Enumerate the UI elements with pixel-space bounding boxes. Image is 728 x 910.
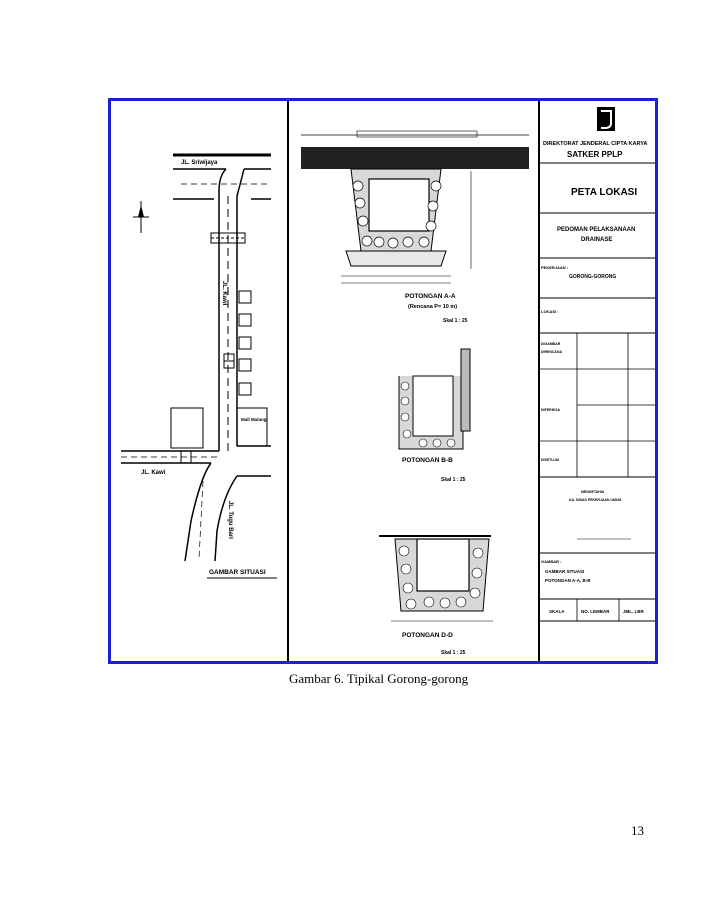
direncana-label: DIRENCANA — [541, 350, 562, 354]
gambar-label: GAMBAR : — [541, 559, 562, 564]
doc-line1: PEDOMAN PELAKSANAAN — [557, 227, 636, 233]
no-lembar-label: NO. LEMBAR — [581, 609, 610, 614]
page-number: 13 — [631, 823, 644, 838]
digambar-label: DIGAMBAR — [541, 342, 561, 346]
situation-map — [121, 155, 277, 578]
section-aa — [301, 131, 529, 324]
section-bb-scale: Skal 1 : 25 — [441, 477, 466, 483]
road-label-vertical: JL. Kawi — [221, 281, 227, 306]
skala-label: SKALA — [549, 609, 565, 614]
disetujui-label: DISETUJUI — [541, 458, 560, 462]
kadis-label: KA. DINAS PEKERJAAN UMUM — [569, 498, 622, 502]
doc-line2: DRAINASE — [581, 237, 613, 243]
engineering-drawing — [108, 98, 658, 664]
section-aa-subtitle: (Rencana P= 10 m) — [408, 304, 458, 310]
title-block — [539, 107, 655, 621]
north-arrow-icon — [133, 201, 149, 233]
section-dd-scale: Skal 1 : 25 — [441, 650, 466, 656]
org-line1: DIREKTORAT JENDERAL CIPTA KARYA — [543, 141, 648, 147]
gambar-line1: GAMBAR SITUASI — [545, 569, 585, 574]
section-bb-title: POTONGAN B-B — [402, 457, 453, 464]
jml-lbr-label: JML. LBR — [623, 609, 644, 614]
org-line2: SATKER PPLP — [567, 150, 623, 159]
road-label-south: JL. Tugu Bari — [227, 501, 233, 539]
diperiksa-label: DIPERIKSA — [541, 408, 561, 412]
road-label-bottom: JL. Kawi — [141, 470, 166, 476]
section-dd — [379, 536, 493, 656]
pekerjaan-label: PEKERJAAN : — [541, 265, 569, 270]
section-dd-title: POTONGAN D-D — [402, 632, 453, 639]
section-aa-title: POTONGAN A-A — [405, 293, 456, 300]
section-aa-scale: Skal 1 : 25 — [443, 318, 468, 324]
gambar-line2: POTONGAN A-A, B-B — [545, 578, 591, 583]
lokasi-label: LOKASI : — [541, 309, 559, 314]
building-label: Mall Malang — [241, 417, 267, 422]
map-title: PETA LOKASI — [571, 187, 638, 198]
pekerjaan-value: GORONG-GORONG — [569, 274, 617, 280]
mengetahui-label: MENGETAHUI — [581, 490, 605, 494]
ministry-logo-icon — [597, 107, 615, 131]
figure-caption: Gambar 6. Tipikal Gorong-gorong — [289, 671, 469, 686]
section-bb — [399, 349, 470, 483]
road-label-top: JL. Sriwijaya — [181, 160, 218, 166]
situation-title: GAMBAR SITUASI — [209, 569, 266, 576]
